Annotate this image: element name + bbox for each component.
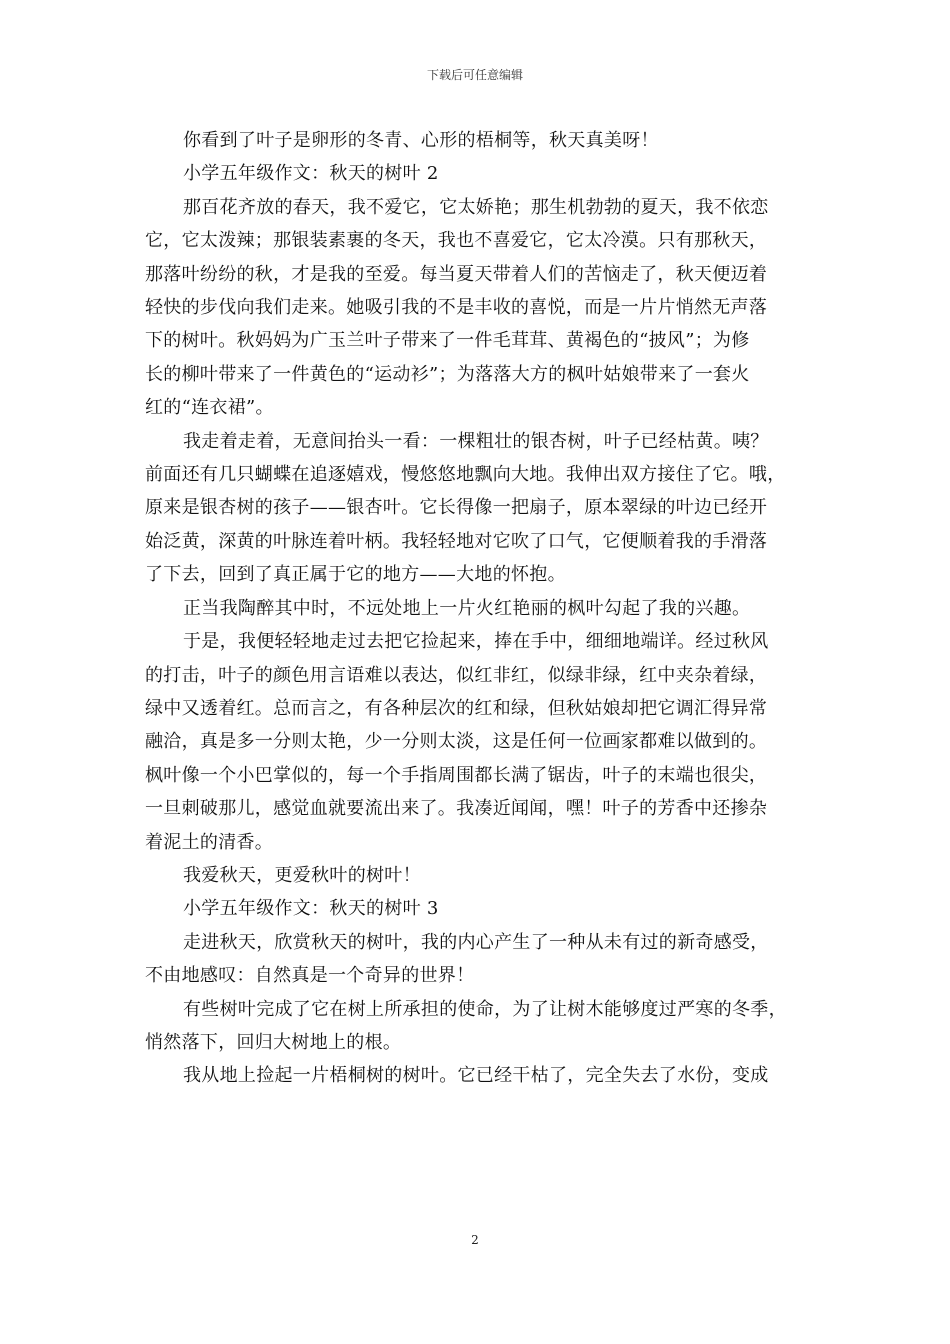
page-header: 下载后可任意编辑	[426, 68, 523, 82]
section-heading: 小学五年级作文：秋天的树叶 2	[183, 163, 439, 185]
paragraph: 我从地上捡起一片梧桐树的树叶。它已经干枯了，完全失去了水份，变成	[183, 1065, 769, 1087]
paragraph: 于是，我便轻轻地走过去把它捡起来，捧在手中，细细地端详。经过秋风 的打击，叶子的颜色用言语难以表达，似红非红，似绿非绿，红中夹杂着绿， 绿中又透着红。总而言之，有各种层次的红和绿，但秋姑娘却把它调汇得异常 融洽，真是多一分则太艳，少一分则太淡，这是任何一位画家都难以做到的。 枫叶像一个小巴掌似的，每一个手指周围都长满了锯齿，叶子的末端也很尖， 一旦刺破那儿，感觉血就要流出来了。我凑近闻闻，嘿！叶子的芳香中还掺杂 着泥土的清香。	[145, 631, 769, 853]
paragraph: 正当我陶醉其中时，不远处地上一片火红艳丽的枫叶勾起了我的兴趣。	[183, 597, 751, 619]
paragraph: 你看到了叶子是卵形的冬青、心形的梧桐等，秋天真美呀！	[183, 130, 659, 151]
paragraph: 走进秋天，欣赏秋天的树叶，我的内心产生了一种从未有过的新奇感受， 不由地感叹：自然真是一个奇异的世界！	[145, 931, 769, 987]
page-number: 2	[471, 1233, 479, 1247]
paragraph: 我爱秋天，更爱秋叶的树叶！	[183, 864, 421, 886]
paragraph: 我走着走着，无意间抬头一看：一棵粗壮的银杏树，叶子已经枯黄。咦？ 前面还有几只蝴蝶在追逐嬉戏，慢悠悠地飘向大地。我伸出双方接住了它。哦， 原来是银杏树的孩子——银杏叶。它长得像一把扇子，原本翠绿的叶边已经开 始泛黄，深黄的叶脉连着叶柄。我轻轻地对它吹了口气，它便顺着我的手滑落 了下去，回到了真正属于它的地方——大地的怀抱。	[145, 430, 786, 586]
paragraph: 那百花齐放的春天，我不爱它，它太娇艳；那生机勃勃的夏天，我不依恋 它，它太泼辣；那银装素裹的冬天，我也不喜爱它，它太冷漠。只有那秋天， 那落叶纷纷的秋，才是我的至爱。每当夏天带着人们的苦恼走了，秋天便迈着 轻快的步伐向我们走来。她吸引我的不是丰收的喜悦，而是一片片悄然无声落 下的树叶。秋妈妈为广玉兰叶子带来了一件毛茸茸、黄褐色的“披风”；为修 长的柳叶带来了一件黄色的“运动衫”；为落落大方的枫叶姑娘带来了一套火 红的“连衣裙”。	[145, 196, 769, 419]
section-heading: 小学五年级作文：秋天的树叶 3	[183, 898, 439, 920]
document-body	[145, 124, 810, 1093]
paragraph: 有些树叶完成了它在树上所承担的使命，为了让树木能够度过严寒的冬季， 悄然落下，回归大树地上的根。	[145, 998, 787, 1053]
